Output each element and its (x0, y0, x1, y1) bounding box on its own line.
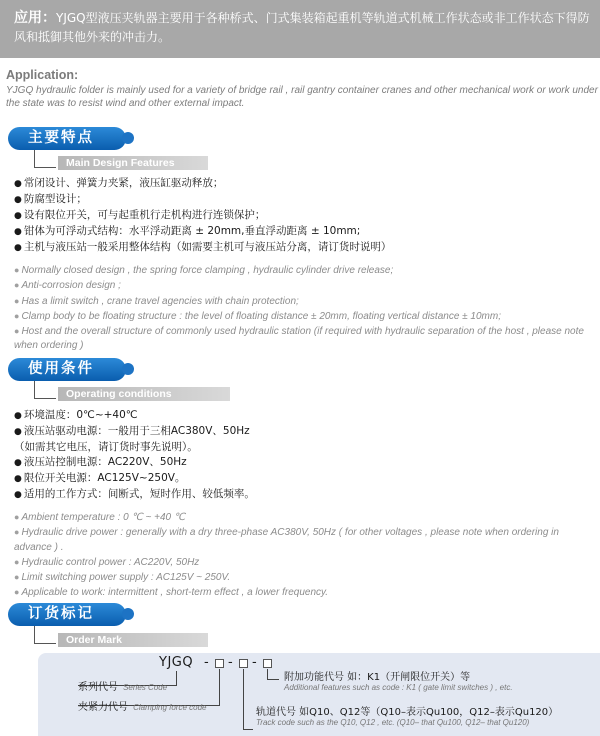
list-item: ● 液压站控制电源：AC220V、50Hz (14, 456, 187, 468)
list-item: ● Hydraulic drive power : generally with a dry three-phase AC380V, 50Hz ( for other voltages , please note when ordering in advance ) . (14, 527, 559, 553)
bullet-icon: ● (14, 572, 20, 583)
bullet-icon: ● (14, 512, 20, 522)
bullet-icon: ● (14, 179, 22, 189)
connector-line (34, 626, 56, 644)
bullet-icon: ● (14, 195, 22, 205)
bullet-icon: ● (14, 490, 22, 500)
order-code-prefix: YJGQ (159, 655, 194, 670)
bullet-icon: ● (14, 280, 20, 291)
connector-line (34, 381, 56, 399)
list-item: ● 防腐型设计； (14, 193, 87, 205)
list-item: ● 适用的工作方式：间断式，短时作用、较低频率。 (14, 488, 255, 500)
section-heading-order (8, 603, 126, 626)
clamp-connector (219, 669, 220, 705)
extra-code-slot (263, 659, 272, 668)
bullet-icon: ● (14, 527, 20, 538)
list-item: ● Normally closed design , the spring force clamping , hydraulic cylinder drive release; (14, 265, 394, 276)
track-connector (243, 729, 253, 730)
section-heading-conditions-label: 使用条件 (28, 361, 94, 377)
section-heading-design-label: 主要特点 (28, 130, 94, 146)
section-heading-order-label: 订货标记 (28, 606, 94, 622)
bullet-icon: ● (14, 427, 22, 437)
bullet-icon: ● (14, 556, 20, 567)
series-label: 系列代号 Series Code (78, 682, 168, 693)
list-item: ● 钳体为可浮动式结构：水平浮动距离 ± 20mm,垂直浮动距离 ± 10mm; (14, 225, 361, 237)
track-connector (243, 669, 244, 729)
list-item: ● Hydraulic control power : AC220V, 50Hz (14, 556, 200, 568)
extra-connector (267, 669, 268, 679)
order-code-dash: - (228, 655, 234, 670)
list-item: ● Applicable to work: intermittent , short-term effect , a lower frequency. (14, 587, 329, 599)
bullet-icon: ● (14, 310, 20, 321)
heading-knob-icon (122, 363, 134, 375)
bullet-icon: ● (14, 458, 22, 468)
track-label: 轨道代号 如Q10、Q12等（Q10–表示Qu100，Q12–表示Qu120） Track code such as the Q10, Q12 , etc. (Q10– that Qu100, Q12– that Qu120) (256, 707, 559, 727)
extra-connector (267, 679, 279, 680)
bullet-icon: ● (14, 587, 20, 598)
section-heading-design (8, 127, 126, 150)
design-cn-list (14, 176, 600, 256)
connector-line (34, 150, 56, 168)
clamp-code-slot (215, 659, 224, 668)
section-heading-conditions (8, 358, 126, 381)
heading-knob-icon (122, 608, 134, 620)
subheading-order: Order Mark (58, 633, 208, 647)
bullet-icon: ● (14, 295, 20, 306)
bullet-icon: ● (14, 411, 22, 421)
design-en-list (14, 263, 598, 354)
list-item: （如需其它电压，请订货时事先说明）。 (14, 441, 198, 453)
list-item: ● Host and the overall structure of commonly used hydraulic station (if required with hydraulic separation of the host , please note when ordering ) (14, 326, 584, 352)
application-text: YJGQ hydraulic folder is mainly used for a variety of bridge rail , rail gantry container cranes and other mechanical work or work under the state was to resist wind and other external impact. (6, 85, 598, 109)
banner-lead: 应用： (14, 10, 56, 26)
clamp-label: 夹紧力代号 Clamping force code (78, 702, 207, 713)
heading-knob-icon (122, 132, 134, 144)
list-item: ● Clamp body to be floating structure : the level of floating distance ± 20mm, floating vertical distance ± 10mm; (14, 310, 501, 322)
subheading-conditions: Operating conditions (58, 387, 230, 401)
list-item: ● Anti-corrosion design ; (14, 280, 121, 292)
list-item: ● Limit switching power supply : AC125V ~ 250V. (14, 572, 231, 584)
list-item: ● 环境温度：0℃~+40℃ (14, 409, 138, 421)
list-item: ● Has a limit switch , crane travel agencies with chain protection; (14, 295, 299, 307)
conditions-cn-list (14, 408, 600, 503)
conditions-en-list (14, 510, 598, 601)
order-code-dash: - (204, 655, 210, 670)
list-item: ● 限位开关电源：AC125V~250V。 (14, 472, 186, 484)
bullet-icon: ● (14, 474, 22, 484)
bullet-icon: ● (14, 227, 22, 237)
list-item: ● 液压站驱动电源：一般用于三相AC380V、50Hz (14, 425, 250, 437)
subheading-design: Main Design Features (58, 156, 208, 170)
list-item: ● Ambient temperature : 0 ℃ ~ +40 ℃ (14, 512, 186, 523)
series-connector (176, 671, 177, 685)
application-title: Application: (6, 68, 79, 82)
track-code-slot (239, 659, 248, 668)
list-item: ● 常闭设计、弹簧力夹紧，液压缸驱动释放； (14, 177, 224, 189)
bullet-icon: ● (14, 326, 20, 337)
extra-label: 附加功能代号 如：K1（开闸限位开关）等 Additional features such as code : K1 ( gate limit switches ) , etc. (284, 672, 513, 692)
order-mark-box (38, 653, 600, 736)
list-item: ● 主机与液压站一般采用整体结构（如需要主机可与液压站分离，请订货时说明） (14, 241, 392, 253)
bullet-icon: ● (14, 243, 22, 253)
top-banner (0, 0, 600, 58)
list-item: ● 设有限位开关，可与起重机行走机构进行连锁保护； (14, 209, 266, 221)
bullet-icon: ● (14, 211, 22, 221)
order-code-dash: - (252, 655, 258, 670)
bullet-icon: ● (14, 265, 20, 275)
banner-text: YJGQ型液压夹轨器主要用于各种桥式、门式集装箱起重机等轨道式机械工作状态或非工作状态下得防风和抵御其他外来的冲击力。 (14, 11, 590, 44)
